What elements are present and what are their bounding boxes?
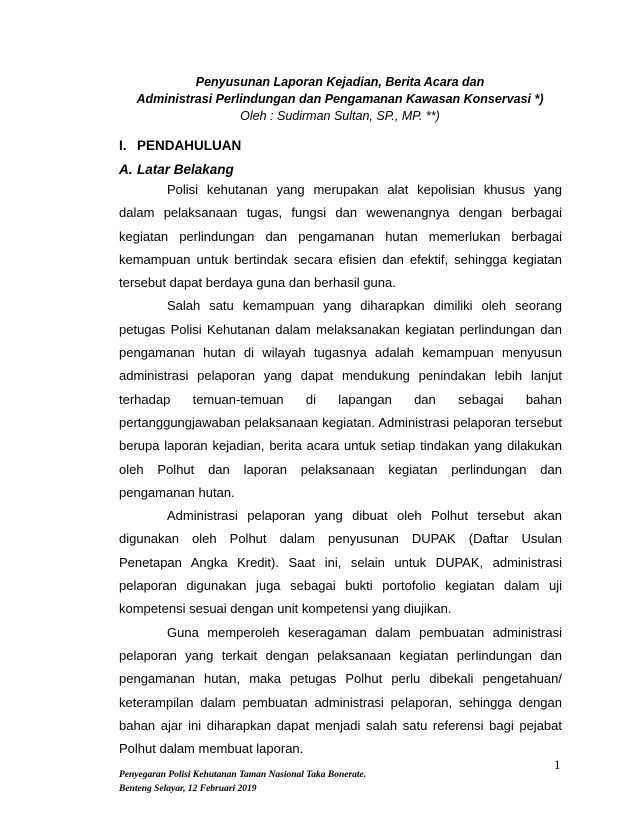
subsection-heading: [119, 162, 234, 177]
section-label: PENDAHULUAN: [137, 138, 242, 153]
author-line: Oleh : Sudirman Sultan, SP., MP. **): [240, 109, 440, 123]
title-line-2: Administrasi Perlindungan dan Pengamanan Kawasan Konservasi *): [136, 92, 544, 106]
section-number: I.: [119, 138, 127, 153]
document-title-block: [118, 74, 562, 125]
paragraph: Administrasi pelaporan yang dibuat oleh Polhut tersebut akan digunakan oleh Polhut dalam penyusunan DUPAK (Daftar Usulan Penetapan Angka Kredit). Saat ini, selain untuk DUPAK, administrasi pelaporan digunakan juga sebagai bukti portofolio kegiatan dalam uji kompetensi sesuai dengan unit kompetensi yang diujikan.: [119, 508, 562, 617]
section-heading: [119, 138, 241, 153]
footer-line-2: Benteng Selayar, 12 Februari 2019: [119, 784, 257, 794]
page-footer: [119, 768, 366, 796]
paragraph: Polisi kehutanan yang merupakan alat kepolisian khusus yang dalam pelaksanaan tugas, fungsi dan wewenangnya dengan berbagai kegiatan perlindungan dan pengamanan hutan memerlukan berbagai kemampuan untuk bertindak secara efisien dan efektif, sehingga kegiatan tersebut dapat berdaya guna dan berhasil guna.: [119, 182, 562, 291]
title-line-1: Penyusunan Laporan Kejadian, Berita Acara dan: [195, 75, 485, 89]
body-text: [119, 178, 562, 760]
subsection-label: Latar Belakang: [137, 162, 234, 177]
footer-line-1: Penyegaran Polisi Kehutanan Taman Nasional Taka Bonerate.: [119, 770, 367, 780]
page-number: 1: [554, 757, 561, 772]
paragraph: Salah satu kemampuan yang diharapkan dimiliki oleh seorang petugas Polisi Kehutanan dalam melaksanakan kegiatan perlindungan dan pengamanan hutan di wilayah tugasnya adalah kemampuan menyusun administrasi pelaporan yang dapat mendukung penindakan lebih lanjut terhadap temuan-temuan di lapangan dan sebagai bahan pertanggungjawaban pelaksanaan kegiatan. Administrasi pelaporan tersebut berupa laporan kejadian, berita acara untuk setiap tindakan yang dilakukan oleh Polhut dan laporan pelaksanaan kegiatan perlindungan dan pengamanan hutan.: [119, 298, 562, 500]
paragraph: Guna memperoleh keseragaman dalam pembuatan administrasi pelaporan yang terkait dengan pelaksanaan kegiatan perlindungan dan pengamanan hutan, maka petugas Polhut perlu dibekali pengetahuan/ keterampilan dalam pembuatan administrasi pelaporan, sehingga dengan bahan ajar ini diharapkan dapat menjadi salah satu referensi bagi pejabat Polhut dalam membuat laporan.: [119, 624, 562, 757]
subsection-letter: A.: [119, 162, 133, 177]
